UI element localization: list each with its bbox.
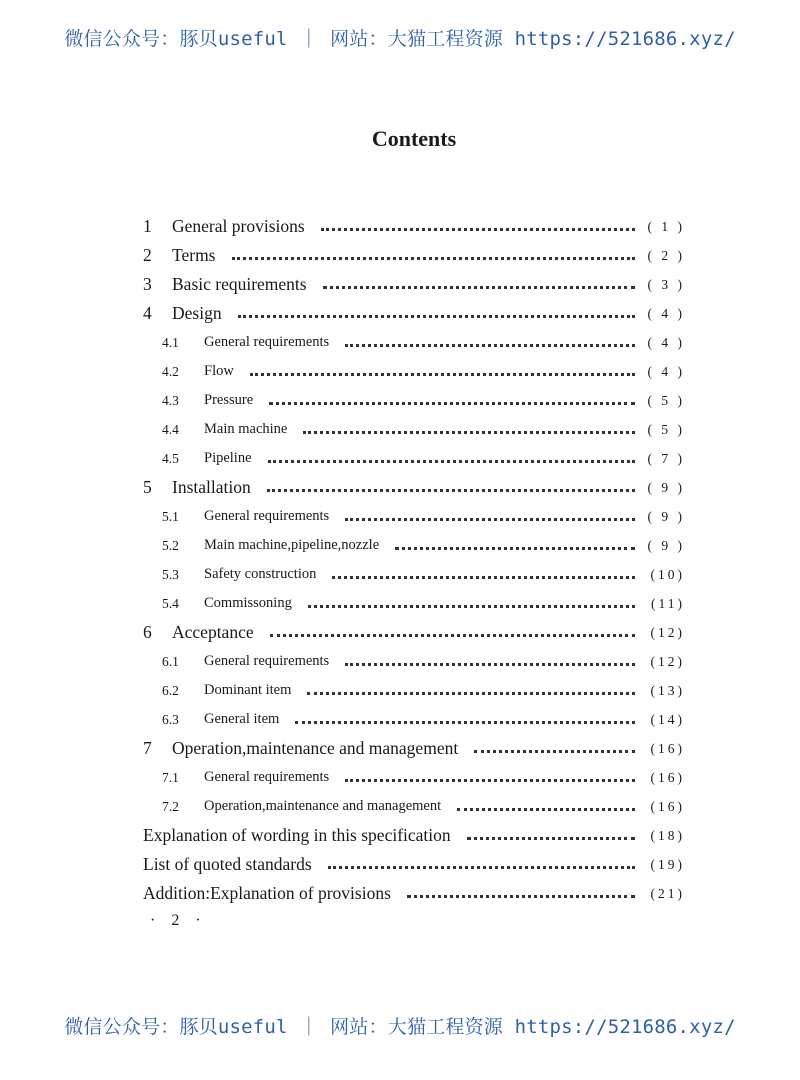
dot-leader bbox=[474, 749, 635, 753]
dot-leader bbox=[467, 836, 635, 840]
toc-entry-label: General item bbox=[204, 711, 280, 727]
toc-entry-number: 2 bbox=[143, 245, 152, 265]
table-of-contents bbox=[143, 212, 685, 908]
toc-entry-page: ( 2 ) bbox=[647, 247, 685, 263]
toc-entry-page: (14) bbox=[650, 711, 685, 727]
toc-entry-label: Safety construction bbox=[204, 566, 317, 582]
toc-entry-page: (19) bbox=[650, 856, 685, 872]
toc-entry[interactable] bbox=[143, 734, 685, 763]
toc-entry-page: ( 4 ) bbox=[647, 363, 685, 379]
toc-subentry[interactable] bbox=[143, 386, 685, 415]
toc-entry-number: 6.1 bbox=[162, 653, 179, 669]
toc-entry-label: Main machine,pipeline,nozzle bbox=[204, 537, 380, 553]
toc-entry-number: 7.2 bbox=[162, 798, 179, 814]
toc-entry-label: List of quoted standards bbox=[143, 854, 312, 874]
dot-leader bbox=[345, 517, 635, 521]
toc-entry-page: (21) bbox=[650, 885, 685, 901]
toc-entry-page: ( 4 ) bbox=[647, 334, 685, 350]
toc-entry[interactable] bbox=[143, 821, 685, 850]
toc-subentry[interactable] bbox=[143, 676, 685, 705]
dot-leader bbox=[457, 807, 635, 811]
toc-entry-number: 4 bbox=[143, 303, 152, 323]
toc-entry-page: (10) bbox=[650, 566, 685, 582]
dot-leader bbox=[332, 575, 635, 579]
toc-entry-number: 7.1 bbox=[162, 769, 179, 785]
dot-leader bbox=[345, 343, 635, 347]
toc-entry-page: (11) bbox=[651, 595, 685, 611]
dot-leader bbox=[307, 691, 635, 695]
toc-entry-page: ( 9 ) bbox=[647, 537, 685, 553]
toc-entry-label: Pressure bbox=[204, 392, 254, 408]
dot-leader bbox=[345, 662, 635, 666]
toc-entry-label: Flow bbox=[204, 363, 234, 379]
toc-entry[interactable] bbox=[143, 241, 685, 270]
toc-entry[interactable] bbox=[143, 299, 685, 328]
toc-entry[interactable] bbox=[143, 850, 685, 879]
toc-entry-page: (18) bbox=[650, 827, 685, 843]
toc-entry-page: ( 4 ) bbox=[647, 305, 685, 321]
page-title: Contents bbox=[371, 126, 457, 151]
dot-leader bbox=[345, 778, 635, 782]
toc-subentry[interactable] bbox=[143, 531, 685, 560]
page-number: · 2 · bbox=[150, 912, 207, 929]
dot-leader bbox=[295, 720, 635, 724]
watermark-top: 微信公众号：豚贝useful ｜ 网站：大猫工程资源 https://521686.xyz/ bbox=[64, 28, 736, 50]
toc-subentry[interactable] bbox=[143, 328, 685, 357]
toc-entry-label: Main machine bbox=[204, 421, 288, 437]
toc-entry-page: ( 5 ) bbox=[647, 421, 685, 437]
toc-entry-label: Terms bbox=[172, 245, 216, 265]
toc-subentry[interactable] bbox=[143, 705, 685, 734]
toc-entry-number: 5.2 bbox=[162, 537, 179, 553]
dot-leader bbox=[395, 546, 635, 550]
toc-subentry[interactable] bbox=[143, 444, 685, 473]
toc-subentry[interactable] bbox=[143, 647, 685, 676]
watermark-bottom: 微信公众号：豚贝useful ｜ 网站：大猫工程资源 https://521686.xyz/ bbox=[64, 1016, 736, 1038]
toc-entry-number: 4.1 bbox=[162, 334, 179, 350]
dot-leader bbox=[303, 430, 635, 434]
toc-entry-page: ( 5 ) bbox=[647, 392, 685, 408]
toc-entry-number: 5.4 bbox=[162, 595, 179, 611]
toc-entry-label: Operation,maintenance and management bbox=[204, 798, 442, 814]
toc-entry-number: 4.5 bbox=[162, 450, 179, 466]
dot-leader bbox=[269, 401, 635, 405]
dot-leader bbox=[270, 633, 635, 637]
toc-entry-label: General requirements bbox=[204, 769, 330, 785]
toc-entry[interactable] bbox=[143, 618, 685, 647]
toc-entry-page: (16) bbox=[650, 798, 685, 814]
toc-entry-page: ( 1 ) bbox=[647, 218, 685, 234]
toc-entry[interactable] bbox=[143, 879, 685, 908]
toc-subentry[interactable] bbox=[143, 415, 685, 444]
toc-entry[interactable] bbox=[143, 473, 685, 502]
toc-entry-page: (13) bbox=[650, 682, 685, 698]
toc-subentry[interactable] bbox=[143, 589, 685, 618]
toc-entry-number: 3 bbox=[143, 274, 152, 294]
toc-entry-label: Commissoning bbox=[204, 595, 292, 611]
toc-entry-page: (16) bbox=[650, 769, 685, 785]
toc-entry-number: 6.2 bbox=[162, 682, 179, 698]
toc-entry-label: Addition:Explanation of provisions bbox=[143, 883, 391, 903]
toc-entry-number: 6 bbox=[143, 622, 152, 642]
toc-entry-label: General requirements bbox=[204, 334, 330, 350]
toc-entry-page: (16) bbox=[650, 740, 685, 756]
toc-entry-page: ( 3 ) bbox=[647, 276, 685, 292]
toc-subentry[interactable] bbox=[143, 560, 685, 589]
toc-entry-label: Basic requirements bbox=[172, 274, 307, 294]
toc-entry-page: ( 9 ) bbox=[647, 508, 685, 524]
dot-leader bbox=[321, 227, 635, 231]
toc-entry-page: ( 9 ) bbox=[647, 479, 685, 495]
toc-entry-number: 5.1 bbox=[162, 508, 179, 524]
toc-entry-number: 4.4 bbox=[162, 421, 179, 437]
toc-entry-page: (12) bbox=[650, 624, 685, 640]
toc-entry-label: Pipeline bbox=[204, 450, 252, 466]
toc-entry-label: Operation,maintenance and management bbox=[172, 738, 459, 758]
toc-entry-label: General requirements bbox=[204, 508, 330, 524]
toc-entry-number: 5.3 bbox=[162, 566, 179, 582]
toc-entry-label: General provisions bbox=[172, 216, 305, 236]
toc-entry-number: 5 bbox=[143, 477, 152, 497]
toc-entry-number: 4.3 bbox=[162, 392, 179, 408]
dot-leader bbox=[308, 604, 635, 608]
toc-entry-number: 6.3 bbox=[162, 711, 179, 727]
toc-entry-page: (12) bbox=[650, 653, 685, 669]
toc-subentry[interactable] bbox=[143, 792, 685, 821]
dot-leader bbox=[232, 256, 636, 260]
toc-subentry[interactable] bbox=[143, 502, 685, 531]
dot-leader bbox=[268, 459, 635, 463]
dot-leader bbox=[328, 865, 635, 869]
toc-subentry[interactable] bbox=[143, 763, 685, 792]
dot-leader bbox=[407, 894, 635, 898]
toc-entry-number: 1 bbox=[143, 216, 152, 236]
dot-leader bbox=[267, 488, 635, 492]
dot-leader bbox=[250, 372, 635, 376]
toc-entry[interactable] bbox=[143, 270, 685, 299]
toc-entry-label: Acceptance bbox=[172, 622, 254, 642]
toc-entry-label: Dominant item bbox=[204, 682, 292, 698]
toc-entry-number: 7 bbox=[143, 738, 152, 758]
dot-leader bbox=[323, 285, 635, 289]
toc-entry-page: ( 7 ) bbox=[647, 450, 685, 466]
toc-subentry[interactable] bbox=[143, 357, 685, 386]
toc-entry-label: General requirements bbox=[204, 653, 330, 669]
toc-entry-number: 4.2 bbox=[162, 363, 179, 379]
toc-entry[interactable] bbox=[143, 212, 685, 241]
toc-entry-label: Design bbox=[172, 303, 222, 323]
dot-leader bbox=[238, 314, 635, 318]
toc-entry-label: Installation bbox=[172, 477, 251, 497]
toc-entry-label: Explanation of wording in this specification bbox=[143, 825, 451, 845]
